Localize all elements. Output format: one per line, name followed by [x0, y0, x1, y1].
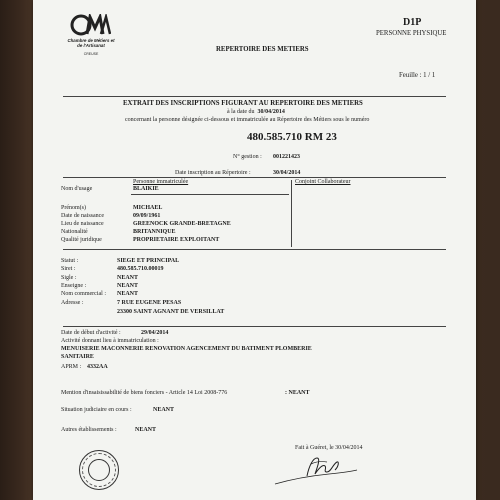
- form-type: PERSONNE PHYSIQUE: [376, 30, 447, 37]
- gestion-value: 001221423: [273, 154, 300, 160]
- field-label: Nationalité: [61, 229, 88, 235]
- field-label: Adresse :: [61, 300, 84, 306]
- divider: [63, 326, 446, 327]
- field-label: Prénom(s): [61, 205, 86, 211]
- enseigne-value: NEANT: [117, 283, 139, 289]
- activity-desc-label: Activité donnant lieu à immatriculation :: [61, 338, 159, 344]
- siret-value: 480.585.710.00019: [117, 266, 164, 272]
- field-label: Nom d'usage: [61, 186, 93, 192]
- nom-commercial-value: NEANT: [117, 291, 139, 297]
- autres-label: Autres établissements :: [61, 427, 117, 433]
- field-label: Siret :: [61, 266, 76, 272]
- cma-logo-icon: [67, 14, 111, 38]
- date-inscription-label: Date inscription au Répertoire :: [175, 170, 251, 176]
- fait-a: Fait à Guéret, le 30/04/2014: [295, 445, 363, 451]
- divider: [63, 177, 446, 178]
- stamp-center: [88, 459, 110, 481]
- logo-subtitle: Chambre de Métiers et de l'Artisanat: [67, 38, 115, 48]
- nationality-value: BRITANNIQUE: [133, 229, 176, 235]
- conjoint-col-header: Conjoint Collaborateur: [295, 179, 351, 185]
- insaisissabilite-value: : NEANT: [285, 390, 310, 396]
- rm-number: 480.585.710 RM 23: [247, 131, 337, 143]
- date-inscription-value: 30/04/2014: [273, 170, 301, 176]
- field-label: Nom commercial :: [61, 291, 106, 297]
- birthdate-value: 09/09/1961: [133, 213, 161, 219]
- aprm-value: 4332AA: [87, 364, 108, 370]
- field-label: Date de naissance: [61, 213, 104, 219]
- legal-quality-value: PROPRIETAIRE EXPLOITANT: [133, 237, 220, 243]
- logo-department: CREUSE: [83, 52, 99, 56]
- prenom-value: MICHAEL: [133, 205, 163, 211]
- cma-logo: [63, 14, 115, 60]
- activity-desc-line2: SANITAIRE: [61, 354, 94, 360]
- field-label: Enseigne :: [61, 283, 87, 289]
- address-line1: 7 RUE EUGENE PESAS: [117, 300, 182, 306]
- form-code: D1P: [403, 17, 422, 28]
- document-page: [33, 0, 476, 500]
- divider: [131, 194, 289, 195]
- field-label: Lieu de naissance: [61, 221, 104, 227]
- field-label: Qualité juridique: [61, 237, 102, 243]
- statut-value: SIEGE ET PRINCIPAL: [117, 258, 180, 264]
- page-indicator: Feuille : 1 / 1: [399, 72, 436, 79]
- extrait-date-line: à la date du 30/04/2014: [227, 109, 285, 115]
- extrait-title: EXTRAIT DES INSCRIPTIONS FIGURANT AU REPERTOIRE DES METIERS: [123, 100, 363, 107]
- column-separator: [291, 180, 292, 247]
- divider: [63, 96, 446, 97]
- document-title: REPERTOIRE DES METIERS: [216, 46, 309, 53]
- aprm-label: APRM :: [61, 364, 82, 370]
- signature: [269, 452, 359, 490]
- field-label: Statut :: [61, 258, 79, 264]
- extrait-date: 30/04/2014: [257, 109, 285, 115]
- autres-value: NEANT: [135, 427, 157, 433]
- activity-start-value: 29/04/2014: [141, 330, 169, 336]
- field-label: Sigle :: [61, 275, 77, 281]
- gestion-label: N° gestion :: [233, 154, 262, 160]
- sigle-value: NEANT: [117, 275, 139, 281]
- birthplace-value: GREENOCK GRANDE-BRETAGNE: [133, 221, 231, 227]
- nom-value: BLAIKIE: [133, 186, 159, 192]
- situation-label: Situation judiciaire en cours :: [61, 407, 132, 413]
- divider: [63, 249, 446, 250]
- person-col-header: Personne immatriculée: [133, 179, 189, 185]
- situation-value: NEANT: [153, 407, 175, 413]
- insaisissabilite-label: Mention d'insaisissabilité de biens fonciers - Article 14 Loi 2008-776: [61, 390, 228, 396]
- official-stamp: [79, 450, 119, 490]
- activity-desc-line1: MENUISERIE MACONNERIE RENOVATION AGENCEMENT DU BATIMENT PLOMBERIE: [61, 346, 312, 352]
- address-line2: 23300 SAINT AGNANT DE VERSILLAT: [117, 309, 225, 315]
- extrait-concern-line: concernant la personne désignée ci-dessous et immatriculée au Répertoire des Métiers sous le numéro: [125, 117, 370, 123]
- activity-start-label: Date de début d'activité :: [61, 330, 121, 336]
